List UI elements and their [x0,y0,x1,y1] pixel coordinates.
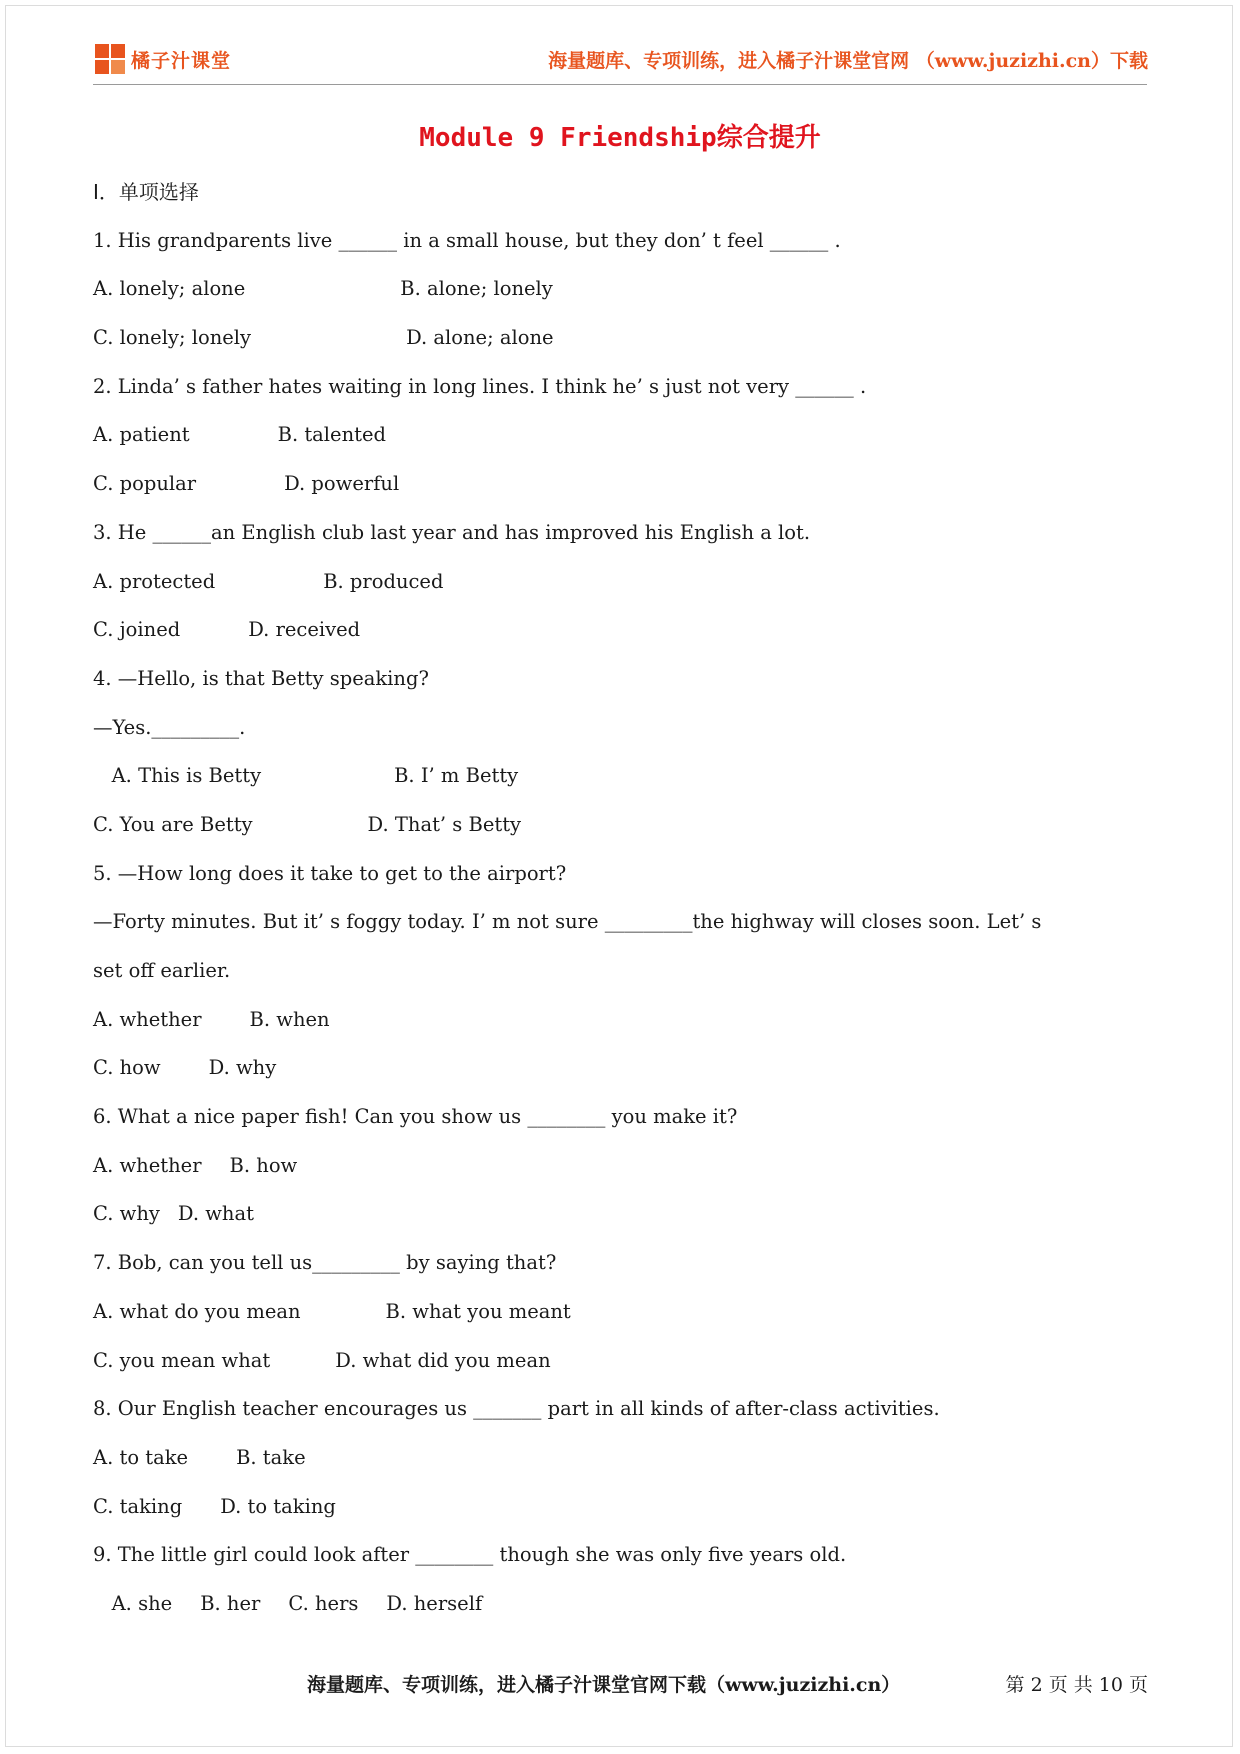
question-list [93,168,1153,1629]
question-line [93,947,1153,996]
option-text: B. when [249,1007,330,1031]
footer-slogan: 海量题库、专项训练，进入橘子汁课堂官网下载（www.juzizhi.cn） [307,1674,901,1696]
line-text: A. whether [93,1007,202,1031]
line-text: 7. Bob, can you tell us_________ by saying that? [93,1251,557,1275]
question-line [93,1044,1153,1093]
page-number: 第 2 页 共 10 页 [1005,1674,1148,1696]
option-text: D. received [248,618,361,642]
option-text: B. talented [277,423,386,447]
question-line [93,217,1153,266]
question-line [93,314,1153,363]
line-text: A. protected [93,569,216,593]
line-text: C. you mean what [93,1348,271,1372]
option-text: D. powerful [284,472,400,496]
question-line [93,509,1153,558]
question-line [93,996,1153,1045]
question-lines [93,217,1153,1629]
logo-text: 橘子汁课堂 [131,49,232,72]
line-text: C. why [93,1202,160,1226]
line-text: A. what do you mean [93,1299,301,1323]
section-heading: Ⅰ．单项选择 [93,180,199,204]
line-text: A. to take [93,1445,189,1469]
line-text: A. whether [93,1153,202,1177]
line-text: 6. What a nice paper fish! Can you show us ________ you make it? [93,1105,738,1129]
question-line [93,801,1153,850]
question-line [93,898,1153,947]
question-line [93,1531,1153,1580]
question-line [93,265,1153,314]
question-line [93,558,1153,607]
line-text: 1. His grandparents live ______ in a small house, but they don’ t feel ______ . [93,228,841,252]
line-text: C. lonely; lonely [93,326,252,350]
line-text: A. patient [93,423,190,447]
question-line [93,606,1153,655]
line-text: 3. He ______an English club last year and has improved his English a lot. [93,520,811,544]
option-text: B. I’ m Betty [394,764,519,788]
footer [0,1670,1240,1700]
line-text: set off earlier. [93,959,231,982]
option-text: D. to taking [220,1494,336,1518]
line-text: A. This is Betty [93,764,262,788]
question-line [93,752,1153,801]
line-text: —Yes._________. [93,715,246,739]
option-text: B. how [229,1153,298,1177]
question-line [93,1337,1153,1386]
question-line [93,460,1153,509]
line-text: A. lonely; alone [93,277,246,301]
option-text: D. herself [386,1591,483,1615]
logo-icon [95,44,125,74]
question-line [93,411,1153,460]
question-line [93,1580,1153,1629]
header-divider [93,84,1147,85]
option-text: D. why [208,1056,277,1080]
question-line [93,1239,1153,1288]
question-line [93,704,1153,753]
option-text: B. what you meant [385,1299,571,1323]
line-text: —Forty minutes. But it’ s foggy today. I’ m not sure _________the highway will closes soon. Let’ s [93,910,1042,934]
header-slogan: 海量题库、专项训练，进入橘子汁课堂官网 （www.juzizhi.cn）下载 [548,50,1148,72]
question-line [93,655,1153,704]
question-line [93,1483,1153,1532]
line-text: 8. Our English teacher encourages us _______ part in all kinds of after-class activities. [93,1397,940,1421]
question-line [93,1385,1153,1434]
title-english: Module 9 Friendship [419,123,717,153]
option-text: D. what [177,1202,254,1226]
line-text: A. she [93,1591,173,1615]
question-line [93,1142,1153,1191]
option-text: C. hers [288,1591,359,1615]
line-text: 5. —How long does it take to get to the airport? [93,861,567,885]
line-text: C. taking [93,1494,183,1518]
question-line [93,363,1153,412]
option-text: B. produced [323,569,444,593]
line-text: C. joined [93,618,181,642]
document-title [0,117,1240,154]
line-text: 2. Linda’ s father hates waiting in long lines. I think he’ s just not very ______ . [93,374,867,398]
line-text: 9. The little girl could look after ________ though she was only five years old. [93,1543,847,1567]
question-line [93,1190,1153,1239]
question-line [93,1093,1153,1142]
question-line [93,850,1153,899]
logo [95,42,231,76]
line-text: 4. —Hello, is that Betty speaking? [93,666,429,690]
line-text: C. how [93,1056,161,1080]
title-chinese: 综合提升 [716,123,821,153]
option-text: B. alone; lonely [400,277,553,301]
line-text: C. popular [93,472,197,496]
line-text: C. You are Betty [93,812,253,836]
option-text: B. her [200,1591,261,1615]
question-line [93,1434,1153,1483]
question-line [93,1288,1153,1337]
option-text: D. alone; alone [406,326,554,350]
option-text: B. take [236,1445,306,1469]
option-text: D. That’ s Betty [367,812,522,836]
option-text: D. what did you mean [335,1348,551,1372]
